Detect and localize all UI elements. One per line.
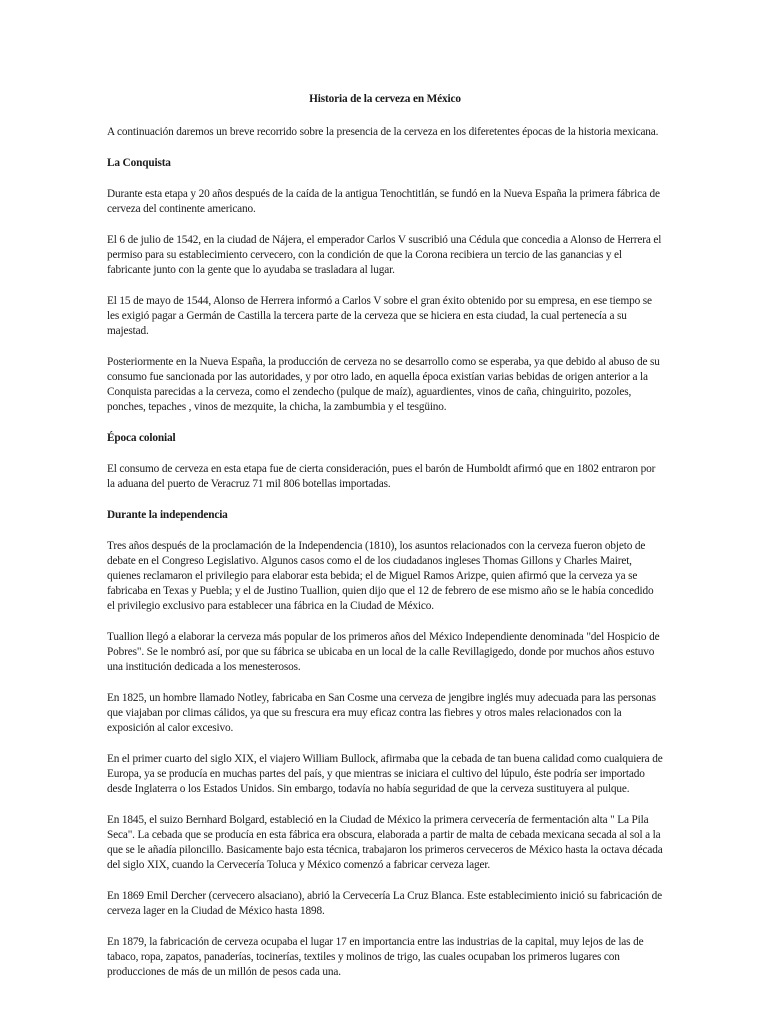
paragraph: El 15 de mayo de 1544, Alonso de Herrera informó a Carlos V sobre el gran éxito obtenido por su empresa, en ese tiempo se les exigió pagar a Germán de Castilla la tercera parte de la cerveza que se hiciera en esta ciudad, la cual pertenecía a su majestad. — [107, 295, 652, 337]
paragraph: En 1879, la fabricación de cerveza ocupaba el lugar 17 en importancia entre las industrias de la capital, muy lejos de las de tabaco, ropa, zapatos, panaderías, tocinerías, textiles y molinos de trigo, las cuales ocupaban los primeros lugares con producciones de más de un millón de pesos cada una. — [107, 936, 644, 978]
paragraph: En 1825, un hombre llamado Notley, fabricaba en San Cosme una cerveza de jengibre inglés muy adecuada para las personas que viajaban por climas cálidos, ya que su frescura era muy eficaz contra las fiebres y otros males relacionados con la exposición al calor excesivo. — [107, 692, 656, 734]
paragraph: Tuallion llegó a elaborar la cerveza más popular de los primeros años del México Independiente denominada "del Hospicio de Pobres". Se le nombró así, por que su fábrica se ubicaba en un local de la calle Revillagigedo, donde por muchos años estuvo una institución dedicada a los menesterosos. — [107, 631, 660, 673]
section-heading-colonial: Época colonial — [107, 432, 176, 444]
paragraph: En el primer cuarto del siglo XIX, el viajero William Bullock, afirmaba que la cebada de tan buena calidad como cualquiera de Europa, ya se producía en muchas partes del país, y que mientras se iniciara el cultivo del lúpulo, éste podría ser importado desde Inglaterra o los Estados Unidos. Sin embargo, todavía no había seguridad de que la cerveza sustituyera al pulque. — [107, 753, 663, 795]
paragraph: En 1845, el suizo Bernhard Bolgard, estableció en la Ciudad de México la primera cervecería de fermentación alta " La Pila Seca". La cebada que se producía en esta fábrica era obscura, elaborada a partir de malta de cebada mexicana secada al sol a la que se le añadía piloncillo. Basicamente bajo esta técnica, trabajaron los primeros cerveceros de México hasta la octava década del siglo XIX, cuando la Cervecería Toluca y México comenzó a fabricar cerveza lager. — [107, 814, 663, 871]
document-title: Historia de la cerveza en México — [309, 93, 461, 105]
paragraph: El 6 de julio de 1542, en la ciudad de Nájera, el emperador Carlos V suscribió una Cédula que concedia a Alonso de Herrera el permiso para su establecimiento cervecero, con la condición de que la Corona recibiera un tercio de las ganancias y el fabricante junto con la gente que lo ayudaba se trasladara al lugar. — [107, 234, 662, 276]
paragraph: Durante esta etapa y 20 años después de la caída de la antigua Tenochtitlán, se fundó en la Nueva España la primera fábrica de cerveza del continente americano. — [107, 188, 660, 215]
paragraph: El consumo de cerveza en esta etapa fue de cierta consideración, pues el barón de Humboldt afirmó que en 1802 entraron por la aduana del puerto de Veracruz 71 mil 806 botellas importadas. — [107, 463, 656, 490]
intro-paragraph: A continuación daremos un breve recorrido sobre la presencia de la cerveza en los diferetentes épocas de la historia mexicana. — [107, 126, 659, 138]
paragraph: En 1869 Emil Dercher (cervecero alsaciano), abrió la Cervecería La Cruz Blanca. Este establecimiento inició su fabricación de cerveza lager en la Ciudad de México hasta 1898. — [107, 890, 662, 917]
section-heading-conquista: La Conquista — [107, 157, 171, 169]
section-heading-independencia: Durante la independencia — [107, 509, 228, 521]
paragraph: Tres años después de la proclamación de la Independencia (1810), los asuntos relacionados con la cerveza fueron objeto de debate en el Congreso Legislativo. Algunos casos como el de los ciudadanos ingleses Thomas Gillons y Charles Mairet, quienes reclamaron el privilegio para elaborar esta bebida; el de Miguel Ramos Arizpe, quien afirmó que la cerveza ya se fabricaba en Texas y Puebla; y el de Justino Tuallion, quien dijo que el 12 de febrero de ese mismo año se le había concedido el privilegio exclusivo para establecer una fábrica en la Ciudad de México. — [107, 540, 654, 612]
document-page — [107, 92, 663, 996]
paragraph: Posteriormente en la Nueva España, la producción de cerveza no se desarrollo como se esperaba, ya que debido al abuso de su consumo fue sancionada por las autoridades, y por otro lado, en aquella época existían varias bebidas de origen anterior a la Conquista parecidas a la cerveza, como el zendecho (pulque de maíz), aguardientes, vinos de caña, chinguirito, pozoles, ponches, tepaches , vinos de mezquite, la chicha, la zambumbia y el tesgüino. — [107, 356, 660, 413]
